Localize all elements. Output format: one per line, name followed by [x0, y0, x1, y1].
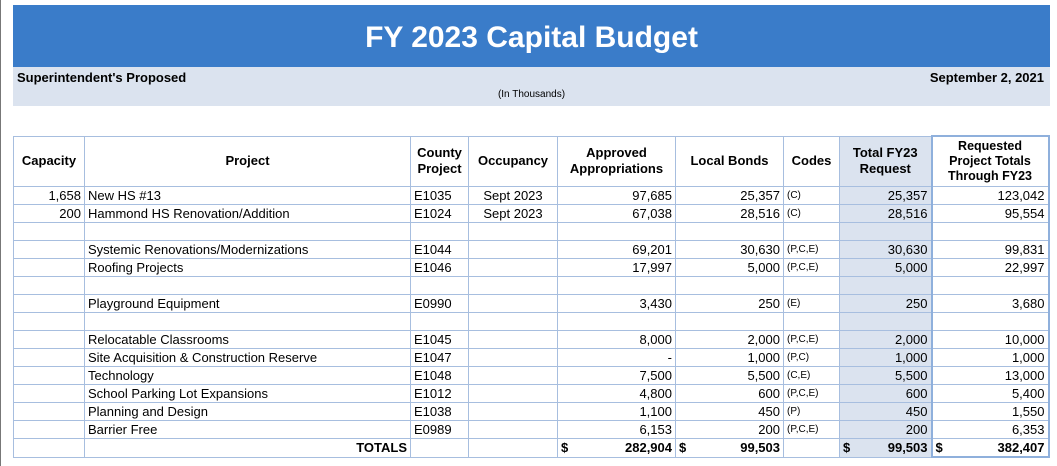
cell-requested-total[interactable]: 1,550 — [932, 403, 1049, 421]
cell-approved[interactable]: - — [558, 349, 676, 367]
cell-project[interactable]: Planning and Design — [85, 403, 411, 421]
cell-requested-total[interactable]: 10,000 — [932, 331, 1049, 349]
table-row — [14, 421, 1049, 439]
cell-occupancy[interactable] — [469, 403, 558, 421]
page-title: FY 2023 Capital Budget — [13, 5, 1050, 67]
header-county-project[interactable]: County Project — [411, 136, 469, 187]
cell-requested-total[interactable]: 6,353 — [932, 421, 1049, 439]
cell-county-project[interactable]: E1012 — [411, 385, 469, 403]
table-row — [14, 277, 1049, 295]
cell-total-request[interactable]: 30,630 — [840, 241, 932, 259]
cell-capacity[interactable] — [14, 241, 85, 259]
cell-local-bonds[interactable]: 600 — [676, 385, 784, 403]
totals-request-value: 99,503 — [887, 440, 928, 456]
cell-total-request[interactable] — [840, 313, 932, 331]
cell-occupancy[interactable] — [469, 223, 558, 241]
cell-occupancy[interactable] — [469, 421, 558, 439]
cell-county-project[interactable]: E1048 — [411, 367, 469, 385]
cell-project[interactable]: Hammond HS Renovation/Addition — [85, 205, 411, 223]
cell-total-request[interactable]: 5,000 — [840, 259, 932, 277]
cell-approved[interactable]: 4,800 — [558, 385, 676, 403]
table-row — [14, 367, 1049, 385]
cell-project[interactable]: Relocatable Classrooms — [85, 331, 411, 349]
header-project[interactable]: Project — [85, 136, 411, 187]
cell-total-request[interactable]: 5,500 — [840, 367, 932, 385]
cell-local-bonds[interactable]: 5,000 — [676, 259, 784, 277]
cell-local-bonds[interactable]: 25,357 — [676, 187, 784, 205]
cell-capacity[interactable] — [14, 331, 85, 349]
cell-county-project[interactable]: E0990 — [411, 295, 469, 313]
table-row — [14, 295, 1049, 313]
cell-codes[interactable]: (P,C,E) — [784, 331, 840, 349]
cell-approved[interactable]: 3,430 — [558, 295, 676, 313]
cell-approved[interactable]: 67,038 — [558, 205, 676, 223]
cell-local-bonds[interactable] — [676, 277, 784, 295]
cell-project[interactable]: Technology — [85, 367, 411, 385]
cell-occupancy[interactable] — [469, 277, 558, 295]
table-row — [14, 241, 1049, 259]
currency-symbol: $ — [935, 440, 943, 455]
totals-requested-total[interactable] — [932, 439, 1049, 458]
cell-local-bonds[interactable]: 2,000 — [676, 331, 784, 349]
cell-project[interactable] — [85, 223, 411, 241]
cell-total-request[interactable]: 28,516 — [840, 205, 932, 223]
cell-occupancy[interactable] — [469, 295, 558, 313]
cell-requested-total[interactable]: 22,997 — [932, 259, 1049, 277]
cell-codes[interactable]: (C) — [784, 205, 840, 223]
table-row — [14, 313, 1049, 331]
cell-capacity[interactable] — [14, 277, 85, 295]
cell-codes[interactable]: (P,C) — [784, 349, 840, 367]
cell-total-request[interactable]: 25,357 — [840, 187, 932, 205]
budget-table — [13, 135, 1050, 458]
cell-total-request[interactable] — [840, 223, 932, 241]
header-row — [14, 136, 1049, 187]
cell-approved[interactable] — [558, 313, 676, 331]
totals-bonds-value: 99,503 — [740, 440, 780, 456]
currency-symbol: $ — [679, 440, 687, 456]
cell-project[interactable]: Playground Equipment — [85, 295, 411, 313]
totals-approved[interactable] — [558, 439, 676, 458]
cell-occupancy[interactable]: Sept 2023 — [469, 205, 558, 223]
table-row — [14, 385, 1049, 403]
header-occupancy[interactable]: Occupancy — [469, 136, 558, 187]
cell-codes[interactable]: (P,C,E) — [784, 241, 840, 259]
table-row — [14, 403, 1049, 421]
cell-total-request[interactable] — [840, 277, 932, 295]
header-approved[interactable]: Approved Appropriations — [558, 136, 676, 187]
cell-county-project[interactable]: E1044 — [411, 241, 469, 259]
header-total-request[interactable]: Total FY23 Request — [840, 136, 932, 187]
cell-local-bonds[interactable]: 250 — [676, 295, 784, 313]
cell-county-project[interactable]: E1035 — [411, 187, 469, 205]
cell-capacity[interactable] — [14, 313, 85, 331]
units-note: (In Thousands) — [497, 89, 566, 100]
currency-symbol: $ — [561, 440, 569, 456]
cell-project[interactable] — [85, 313, 411, 331]
totals-blank-codes[interactable] — [784, 439, 840, 458]
cell-requested-total[interactable]: 99,831 — [932, 241, 1049, 259]
cell-requested-total[interactable]: 3,680 — [932, 295, 1049, 313]
report-date: September 2, 2021 — [929, 70, 1044, 85]
cell-requested-total[interactable]: 13,000 — [932, 367, 1049, 385]
cell-county-project[interactable] — [411, 277, 469, 295]
cell-occupancy[interactable] — [469, 349, 558, 367]
cell-local-bonds[interactable] — [676, 223, 784, 241]
cell-capacity[interactable] — [14, 385, 85, 403]
cell-codes[interactable] — [784, 277, 840, 295]
cell-approved[interactable]: 7,500 — [558, 367, 676, 385]
cell-county-project[interactable]: E1038 — [411, 403, 469, 421]
cell-capacity[interactable] — [14, 259, 85, 277]
cell-occupancy[interactable]: Sept 2023 — [469, 187, 558, 205]
cell-capacity[interactable] — [14, 367, 85, 385]
cell-capacity[interactable] — [14, 295, 85, 313]
cell-codes[interactable] — [784, 223, 840, 241]
cell-codes[interactable]: (P) — [784, 403, 840, 421]
cell-approved[interactable] — [558, 223, 676, 241]
cell-local-bonds[interactable] — [676, 313, 784, 331]
cell-requested-total[interactable]: 123,042 — [932, 187, 1049, 205]
cell-local-bonds[interactable]: 200 — [676, 421, 784, 439]
cell-approved[interactable]: 1,100 — [558, 403, 676, 421]
cell-total-request[interactable]: 200 — [840, 421, 932, 439]
cell-codes[interactable]: (P,C,E) — [784, 421, 840, 439]
cell-county-project[interactable]: E1045 — [411, 331, 469, 349]
cell-approved[interactable]: 8,000 — [558, 331, 676, 349]
cell-approved[interactable]: 6,153 — [558, 421, 676, 439]
cell-county-project[interactable] — [411, 313, 469, 331]
header-requested-totals[interactable]: Requested Project Totals Through FY23 — [932, 136, 1049, 187]
cell-requested-total[interactable] — [932, 277, 1049, 295]
cell-local-bonds[interactable]: 5,500 — [676, 367, 784, 385]
cell-capacity[interactable]: 200 — [14, 205, 85, 223]
cell-project[interactable]: Barrier Free — [85, 421, 411, 439]
cell-county-project[interactable]: E1046 — [411, 259, 469, 277]
header-capacity[interactable]: Capacity — [14, 136, 85, 187]
cell-local-bonds[interactable]: 1,000 — [676, 349, 784, 367]
currency-symbol: $ — [843, 440, 851, 456]
totals-row — [14, 439, 1049, 458]
totals-request[interactable] — [840, 439, 932, 458]
cell-capacity[interactable] — [14, 349, 85, 367]
table-row — [14, 331, 1049, 349]
cell-project[interactable]: Site Acquisition & Construction Reserve — [85, 349, 411, 367]
cell-total-request[interactable]: 450 — [840, 403, 932, 421]
cell-occupancy[interactable] — [469, 385, 558, 403]
cell-codes[interactable]: (C) — [784, 187, 840, 205]
cell-approved[interactable]: 69,201 — [558, 241, 676, 259]
cell-requested-total[interactable]: 5,400 — [932, 385, 1049, 403]
cell-codes[interactable]: (P,C,E) — [784, 259, 840, 277]
cell-approved[interactable]: 17,997 — [558, 259, 676, 277]
totals-blank-county[interactable] — [411, 439, 469, 458]
cell-occupancy[interactable] — [469, 331, 558, 349]
cell-county-project[interactable]: E1047 — [411, 349, 469, 367]
cell-capacity[interactable] — [14, 223, 85, 241]
cell-local-bonds[interactable]: 30,630 — [676, 241, 784, 259]
cell-occupancy[interactable] — [469, 313, 558, 331]
cell-codes[interactable]: (C,E) — [784, 367, 840, 385]
subtitle-left: Superintendent's Proposed — [17, 70, 187, 85]
cell-capacity[interactable] — [14, 421, 85, 439]
totals-approved-value: 282,904 — [625, 440, 672, 456]
cell-occupancy[interactable] — [469, 241, 558, 259]
cell-requested-total[interactable]: 95,554 — [932, 205, 1049, 223]
cell-approved[interactable] — [558, 277, 676, 295]
table-row — [14, 223, 1049, 241]
cell-capacity[interactable] — [14, 403, 85, 421]
cell-project[interactable]: Systemic Renovations/Modernizations — [85, 241, 411, 259]
header-local-bonds[interactable]: Local Bonds — [676, 136, 784, 187]
table-row — [14, 205, 1049, 223]
cell-local-bonds[interactable]: 28,516 — [676, 205, 784, 223]
totals-grand-value: 382,407 — [997, 440, 1045, 455]
totals-local-bonds[interactable] — [676, 439, 784, 458]
totals-blank-capacity[interactable] — [14, 439, 85, 458]
cell-project[interactable]: School Parking Lot Expansions — [85, 385, 411, 403]
cell-occupancy[interactable] — [469, 259, 558, 277]
cell-project[interactable]: New HS #13 — [85, 187, 411, 205]
cell-requested-total[interactable]: 1,000 — [932, 349, 1049, 367]
cell-project[interactable] — [85, 277, 411, 295]
cell-project[interactable]: Roofing Projects — [85, 259, 411, 277]
info-band — [13, 67, 1050, 106]
cell-codes[interactable] — [784, 313, 840, 331]
cell-county-project[interactable]: E0989 — [411, 421, 469, 439]
cell-codes[interactable]: (E) — [784, 295, 840, 313]
table-row — [14, 349, 1049, 367]
cell-local-bonds[interactable]: 450 — [676, 403, 784, 421]
cell-total-request[interactable]: 250 — [840, 295, 932, 313]
cell-requested-total[interactable] — [932, 313, 1049, 331]
cell-occupancy[interactable] — [469, 367, 558, 385]
cell-total-request[interactable]: 1,000 — [840, 349, 932, 367]
cell-county-project[interactable] — [411, 223, 469, 241]
totals-blank-occupancy[interactable] — [469, 439, 558, 458]
table-row — [14, 259, 1049, 277]
cell-requested-total[interactable] — [932, 223, 1049, 241]
cell-total-request[interactable]: 600 — [840, 385, 932, 403]
cell-county-project[interactable]: E1024 — [411, 205, 469, 223]
cell-capacity[interactable]: 1,658 — [14, 187, 85, 205]
table-row — [14, 187, 1049, 205]
cell-approved[interactable]: 97,685 — [558, 187, 676, 205]
header-codes[interactable]: Codes — [784, 136, 840, 187]
totals-label[interactable]: TOTALS — [85, 439, 411, 458]
cell-total-request[interactable]: 2,000 — [840, 331, 932, 349]
cell-codes[interactable]: (P,C,E) — [784, 385, 840, 403]
